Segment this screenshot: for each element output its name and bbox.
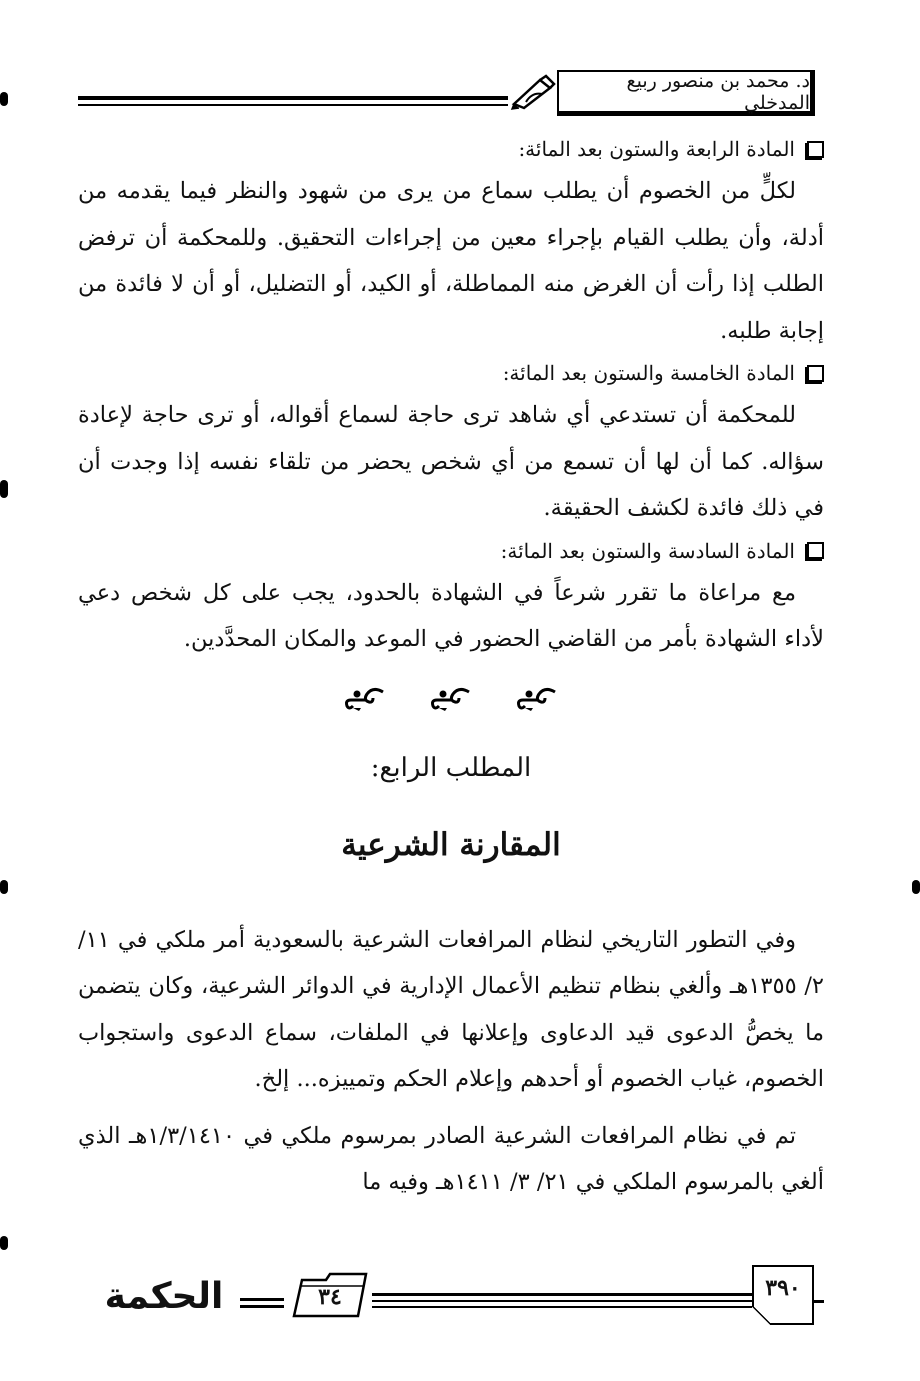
ornament-icon xyxy=(343,686,387,712)
header-author: د. محمد بن منصور ربيع المدخلي xyxy=(557,70,815,116)
margin-mark xyxy=(0,1236,8,1250)
article-heading xyxy=(78,354,824,392)
page-content xyxy=(78,130,824,1206)
body-paragraph: وفي التطور التاريخي لنظام المرافعات الشرعية بالسعودية أمر ملكي في ١١/ ٢/ ١٣٥٥هـ وألغي بنظام تنظيم الأعمال الإدارية في الدوائر الشرعية، وكان يتضمن ما يخصُّ الدعوى قيد الدعاوى وإعلانها في الملفات، سماع الدعوى واستجواب الخصوم، غياب الخصوم أو أحدهم وإعلام الحكم وتمييزه... إلخ. xyxy=(78,926,824,1092)
checkbox-icon xyxy=(807,141,824,158)
footer-rule xyxy=(240,1305,284,1308)
subsection-label: المطلب الرابع: xyxy=(370,752,532,783)
footer-rule xyxy=(372,1300,754,1302)
checkbox-icon xyxy=(807,542,824,559)
footer-rule xyxy=(240,1298,284,1301)
footer-rule xyxy=(372,1293,754,1296)
checkbox-icon xyxy=(807,365,824,382)
header-rule xyxy=(78,96,508,100)
issue-number: ٣٤ xyxy=(318,1284,342,1310)
article-heading-text: المادة الخامسة والستون بعد المائة: xyxy=(502,361,795,385)
article-text: مع مراعاة ما تقرر شرعاً في الشهادة بالحدود، يجب على كل شخص دعي لأداء الشهادة بأمر من القاضي الحضور في الموعد والمكان المحدَّدين. xyxy=(78,579,824,652)
margin-mark xyxy=(0,92,8,106)
article-heading xyxy=(78,130,824,168)
body-paragraph: تم في نظام المرافعات الشرعية الصادر بمرسوم ملكي في ١/٣/١٤١٠هـ الذي ألغي بالمرسوم الملكي في ٢١/ ٣/ ١٤١١هـ وفيه ما xyxy=(78,1122,824,1195)
ornament-icon xyxy=(429,686,473,712)
article-text: للمحكمة أن تستدعي أي شاهد ترى حاجة لسماع أقواله، أو ترى حاجة لإعادة سؤاله. كما أن لها أن تسمع من أي شخص يحضر من تلقاء نفسه إذا وجدت أن في ذلك فائدة لكشف الحقيقة. xyxy=(78,402,824,521)
article-heading-text: المادة الرابعة والستون بعد المائة: xyxy=(518,137,795,161)
margin-mark xyxy=(912,880,920,894)
pen-icon xyxy=(510,74,556,110)
header-rule xyxy=(78,104,508,106)
ornament-icon xyxy=(515,686,559,712)
page-number: ٣٩٠ xyxy=(752,1265,814,1325)
article-heading-text: المادة السادسة والستون بعد المائة: xyxy=(500,538,795,563)
margin-mark xyxy=(0,480,8,498)
footer-rule xyxy=(814,1300,824,1303)
subsection-title: المقارنة الشرعية xyxy=(341,826,561,863)
article-heading xyxy=(78,532,824,570)
margin-mark xyxy=(0,880,8,894)
footer-rule xyxy=(372,1306,754,1308)
article-text: لكلٍّ من الخصوم أن يطلب سماع من يرى من شهود والنظر فيما يقدمه من أدلة، وأن يطلب القيام بإجراء معين من إجراءات التحقيق. وللمحكمة أن ترفض الطلب إذا رأت أن الغرض منه المماطلة، أو الكيد، أو التضليل، أو أن لا فائدة من إجابة طلبه. xyxy=(78,178,824,344)
journal-logo: الحكمة xyxy=(104,1275,224,1317)
section-divider xyxy=(78,679,824,719)
